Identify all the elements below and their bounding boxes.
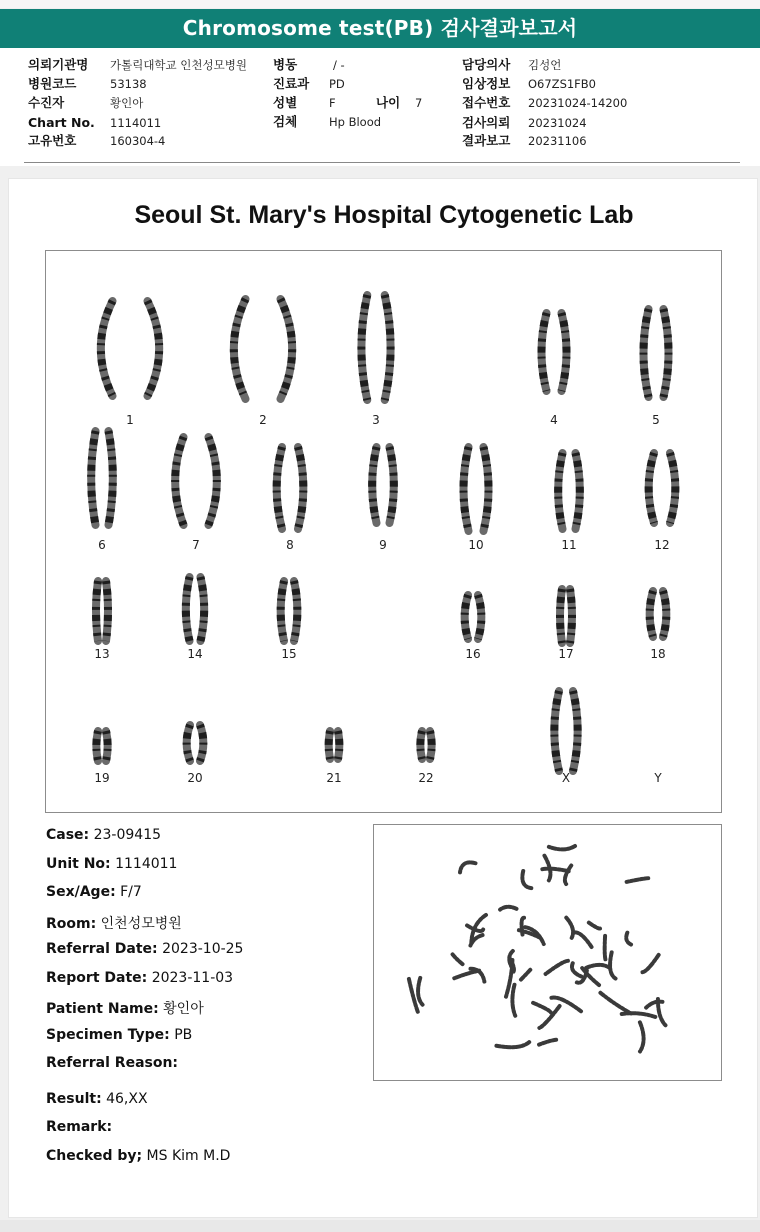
chromosome-pair-6 — [91, 431, 113, 525]
metaphase-chromosome — [537, 1040, 556, 1046]
report-field-label: Room: — [46, 916, 97, 932]
info-value: Hp Blood — [329, 115, 382, 129]
info-value: 가톨릭대학교 인천성모병원 — [110, 58, 247, 72]
chromosome-label-2: 2 — [259, 413, 267, 427]
report-field-value: 황인아 — [158, 1001, 204, 1017]
metaphase-chromosome — [574, 932, 591, 947]
chromosome-label-17: 17 — [558, 647, 574, 661]
karyogram-image — [46, 251, 723, 814]
metaphase-chromosome — [495, 1042, 529, 1047]
metaphase-chromosome — [549, 846, 575, 849]
chromosome-pair-18 — [650, 591, 667, 637]
chromosome-label-7: 7 — [192, 538, 200, 552]
chromosome-label-X: X — [561, 771, 571, 785]
chromosome-pair-22 — [420, 731, 431, 759]
chromosome-label-12: 12 — [654, 538, 670, 552]
info-value: 1114011 — [110, 116, 162, 130]
report-field — [46, 913, 182, 933]
karyogram-panel — [45, 250, 722, 813]
chromosome-label-13: 13 — [94, 647, 110, 661]
chromosome-pair-X — [554, 691, 577, 771]
report-title: Chromosome test(PB) 검사결과보고서 — [0, 9, 760, 48]
chromosome-pair-4 — [542, 313, 567, 391]
info-value: F — [329, 96, 336, 110]
metaphase-chromosome — [572, 963, 582, 977]
metaphase-chromosome — [512, 985, 515, 1016]
report-field — [46, 998, 204, 1018]
metaphase-chromosome — [566, 918, 573, 938]
info-value: 김성언 — [528, 58, 562, 72]
report-field-value: 1114011 — [110, 856, 178, 872]
info-value: / - — [333, 58, 345, 72]
metaphase-chromosome — [585, 965, 609, 968]
chromosome-label-3: 3 — [372, 413, 380, 427]
chromosome-label-10: 10 — [468, 538, 484, 552]
bottom-strip — [0, 1220, 760, 1232]
info-value: 황인아 — [110, 96, 144, 110]
chromosome-pair-9 — [372, 447, 394, 523]
info-value: 53138 — [110, 77, 147, 91]
metaphase-chromosome — [500, 907, 516, 910]
report-field-label: Case: — [46, 827, 90, 843]
info-row — [28, 58, 88, 72]
chromosome-pair-10 — [464, 447, 489, 531]
info-value: 20231024 — [528, 116, 587, 130]
chromosome-label-5: 5 — [652, 413, 660, 427]
chromosome-label-1: 1 — [126, 413, 134, 427]
chromosome-label-6: 6 — [98, 538, 106, 552]
metaphase-chromosome — [418, 978, 423, 1005]
chromosome-pair-12 — [649, 453, 676, 523]
metaphase-chromosome — [626, 933, 631, 945]
chromosome-pair-17 — [560, 589, 572, 643]
metaphase-chromosome — [642, 955, 658, 972]
chromosome-label-11: 11 — [561, 538, 577, 552]
chromosome-pair-11 — [558, 453, 580, 529]
report-field-value: PB — [169, 1027, 193, 1043]
report-field-label: Unit No: — [46, 856, 111, 872]
metaphase-chromosome — [453, 954, 464, 964]
report-field — [46, 941, 243, 957]
report-field-label: Remark: — [46, 1119, 113, 1135]
report-field — [46, 1119, 112, 1135]
info-label: Chart No. — [28, 115, 95, 130]
header-divider — [24, 162, 740, 163]
report-field — [46, 827, 161, 843]
metaphase-chromosome — [600, 993, 631, 1014]
metaphase-chromosome — [622, 1013, 656, 1017]
report-field — [46, 884, 142, 900]
metaphase-chromosome — [460, 862, 475, 872]
report-field-label: Patient Name: — [46, 1001, 159, 1017]
report-field-label: Result: — [46, 1091, 102, 1107]
info-label: 검사의뢰 — [462, 115, 511, 130]
chromosome-label-22: 22 — [418, 771, 434, 785]
chromosome-label-15: 15 — [281, 647, 297, 661]
info-label: 나이 — [376, 95, 401, 110]
metaphase-chromosome — [546, 961, 568, 974]
chromosome-pair-14 — [186, 577, 204, 641]
chromosome-label-8: 8 — [286, 538, 294, 552]
metaphase-chromosome — [565, 866, 571, 884]
report-field — [46, 1055, 178, 1071]
report-field-label: Sex/Age: — [46, 884, 116, 900]
chromosome-pair-2 — [234, 299, 292, 399]
chromosome-label-9: 9 — [379, 538, 387, 552]
report-field-label: Checked by; — [46, 1148, 143, 1164]
chromosome-pair-7 — [175, 437, 217, 525]
report-field-label: Referral Date: — [46, 941, 158, 957]
info-label: 진료과 — [273, 76, 310, 91]
report-field — [46, 1027, 192, 1043]
info-label: 병원코드 — [28, 76, 77, 91]
chromosome-label-19: 19 — [94, 771, 110, 785]
chromosome-pair-20 — [187, 725, 204, 761]
report-field-value: 23-09415 — [89, 827, 162, 843]
lab-title: Seoul St. Mary's Hospital Cytogenetic Lab — [134, 201, 634, 229]
info-value: 20231024-14200 — [528, 96, 628, 110]
info-label: 병동 — [273, 57, 298, 72]
info-label: 수진자 — [28, 95, 65, 110]
chromosome-label-14: 14 — [187, 647, 203, 661]
metaphase-chromosome — [522, 871, 531, 888]
info-value: 160304-4 — [110, 134, 166, 148]
chromosome-label-16: 16 — [465, 647, 481, 661]
info-label: 접수번호 — [462, 95, 511, 110]
report-field-value: 46,XX — [101, 1091, 148, 1107]
chromosome-label-Y: Y — [654, 771, 662, 785]
report-field-label: Report Date: — [46, 970, 148, 986]
metaphase-chromosome — [627, 878, 649, 882]
metaphase-chromosome — [589, 923, 600, 929]
chromosome-pair-13 — [96, 581, 108, 641]
top-strip — [0, 0, 760, 8]
metaphase-spread-image — [374, 825, 723, 1082]
metaphase-chromosome — [533, 1003, 551, 1013]
report-field-value: 인천성모병원 — [96, 916, 182, 932]
chromosome-pair-8 — [277, 447, 304, 529]
chromosome-pair-5 — [644, 309, 669, 397]
chromosome-label-20: 20 — [187, 771, 203, 785]
info-value: PD — [329, 77, 345, 91]
report-field-value: 2023-11-03 — [147, 970, 234, 986]
report-field-value: F/7 — [115, 884, 142, 900]
chromosome-label-4: 4 — [550, 413, 558, 427]
info-value: O67ZS1FB0 — [528, 77, 597, 91]
chromosome-label-18: 18 — [650, 647, 666, 661]
info-label: 검체 — [273, 114, 298, 129]
chromosome-pair-21 — [329, 731, 340, 759]
metaphase-chromosome — [610, 952, 617, 979]
chromosome-label-21: 21 — [326, 771, 342, 785]
chromosome-pair-16 — [465, 595, 482, 639]
metaphase-chromosome — [542, 869, 568, 871]
report-field — [46, 1091, 148, 1107]
info-value: 20231106 — [528, 134, 587, 148]
report-field-label: Referral Reason: — [46, 1055, 179, 1071]
info-label: 의뢰기관명 — [28, 57, 89, 72]
info-value: 7 — [415, 96, 423, 110]
report-field-value: 2023-10-25 — [157, 941, 244, 957]
info-label: 임상정보 — [462, 76, 511, 91]
chromosome-pair-3 — [361, 295, 390, 400]
info-label: 결과보고 — [462, 133, 511, 148]
metaphase-chromosome — [521, 970, 530, 980]
report-field — [46, 970, 233, 986]
report-field-label: Specimen Type: — [46, 1027, 170, 1043]
info-label: 담당의사 — [462, 57, 511, 72]
chromosome-pair-1 — [101, 301, 159, 396]
report-field — [46, 856, 177, 872]
chromosome-pair-15 — [281, 581, 298, 641]
info-label: 고유번호 — [28, 133, 77, 148]
info-label: 성별 — [273, 95, 298, 110]
karyotype-report — [8, 178, 758, 1218]
metaphase-spread-panel — [373, 824, 722, 1081]
chromosome-pair-19 — [96, 731, 107, 761]
patient-info-panel — [0, 48, 760, 166]
report-field — [46, 1148, 230, 1164]
report-field-value: MS Kim M.D — [142, 1148, 231, 1164]
metaphase-chromosome — [454, 971, 479, 979]
metaphase-chromosome — [640, 1022, 644, 1051]
metaphase-chromosome — [605, 936, 606, 959]
